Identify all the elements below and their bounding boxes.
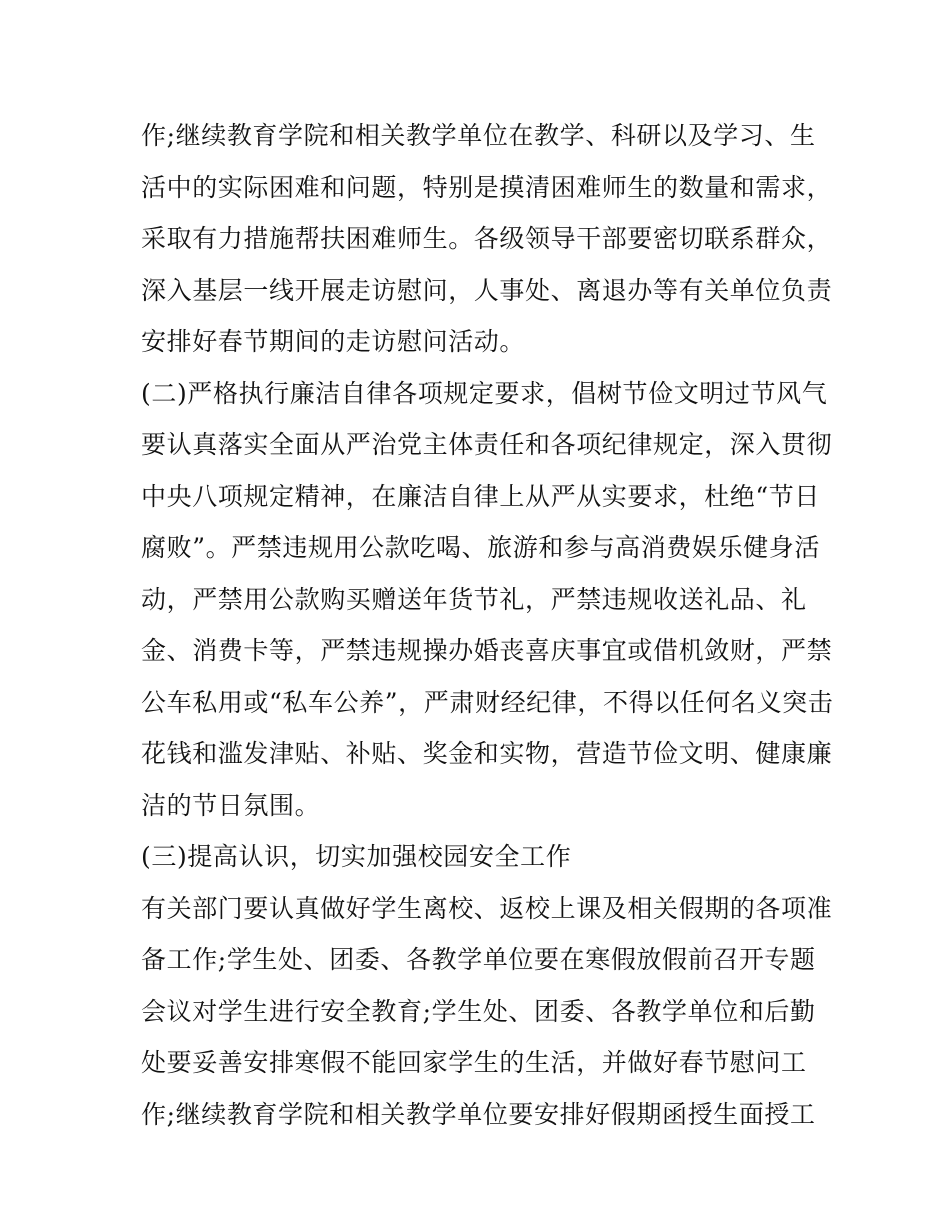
section-heading-2: (二)严格执行廉洁自律各项规定要求，倡树节俭文明过节风气 bbox=[141, 378, 828, 408]
text-line: 中央八项规定精神，在廉洁自律上从严从实要求，杜绝“节日 bbox=[141, 481, 820, 511]
text-line: 深入基层一线开展走访慰问，人事处、离退办等有关单位负责 bbox=[141, 275, 833, 305]
text-line: 作;继续教育学院和相关教学单位在教学、科研以及学习、生 bbox=[141, 121, 816, 150]
text-line: 公车私用或“私车公养”，严肃财经纪律，不得以任何名义突击 bbox=[141, 687, 834, 717]
text-line: 采取有力措施帮扶困难师生。各级领导干部要密切联系群众， bbox=[141, 224, 833, 253]
text-line: 动，严禁用公款购买赠送年货节礼，严禁违规收送礼品、礼 bbox=[141, 584, 807, 614]
section-heading-3: (三)提高认识，切实加强校园安全工作 bbox=[141, 842, 572, 871]
text-line: 安排好春节期间的走访慰问活动。 bbox=[141, 327, 526, 356]
text-line: 有关部门要认真做好学生离校、返校上课及相关假期的各项准 bbox=[141, 893, 833, 923]
text-line: 金、消费卡等，严禁违规操办婚丧喜庆事宜或借机敛财，严禁 bbox=[141, 636, 833, 665]
text-line: 洁的节日氛围。 bbox=[141, 790, 321, 820]
text-line: 处要妥善安排寒假不能回家学生的生活，并做好春节慰问工 bbox=[141, 1048, 807, 1077]
text-line: 会议对学生进行安全教育;学生处、团委、各教学单位和后勤 bbox=[141, 996, 816, 1026]
text-line: 腐败”。严禁违规用公款吃喝、旅游和参与高消费娱乐健身活 bbox=[141, 533, 820, 562]
text-line: 要认真落实全面从严治党主体责任和各项纪律规定，深入贯彻 bbox=[141, 430, 833, 459]
document-body bbox=[141, 110, 834, 1140]
text-line: 备工作;学生处、团委、各教学单位要在寒假放假前召开专题 bbox=[141, 945, 816, 974]
text-line: 花钱和滥发津贴、补贴、奖金和实物，营造节俭文明、健康廉 bbox=[141, 739, 833, 768]
text-line: 作;继续教育学院和相关教学单位要安排好假期函授生面授工 bbox=[141, 1099, 816, 1129]
text-line: 活中的实际困难和问题，特别是摸清困难师生的数量和需求， bbox=[141, 172, 833, 202]
